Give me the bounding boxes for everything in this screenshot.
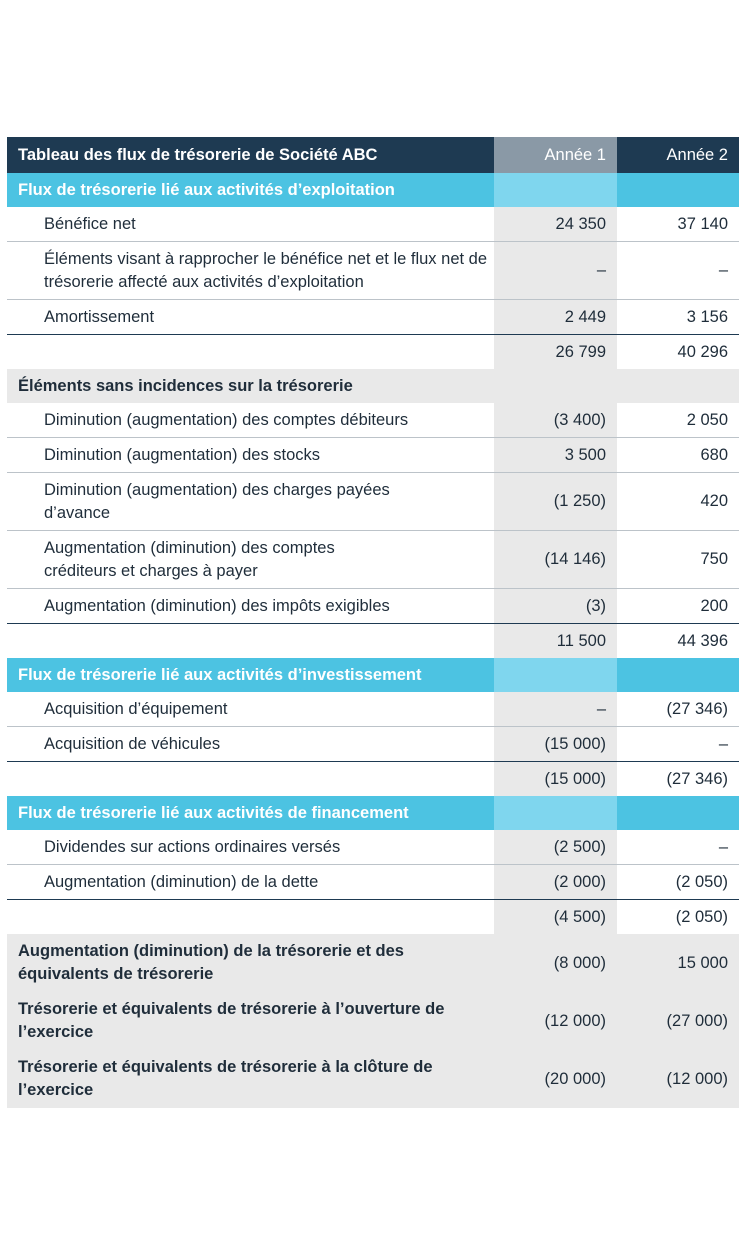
table-row xyxy=(7,438,739,473)
row-label: Diminution (augmentation) des comptes débiteurs xyxy=(7,403,494,438)
row-value-year2: 3 156 xyxy=(617,300,739,335)
row-label: Dividendes sur actions ordinaires versés xyxy=(7,830,494,865)
row-label: Acquisition d’équipement xyxy=(7,692,494,727)
row-value-year2: 2 050 xyxy=(617,403,739,438)
table-row xyxy=(7,589,739,624)
row-label: Trésorerie et équivalents de trésorerie à l’ouverture de l’exercice xyxy=(7,992,494,1050)
section-title: Flux de trésorerie lié aux activités d’investissement xyxy=(7,658,494,692)
row-label: Augmentation (diminution) des impôts exigibles xyxy=(7,589,494,624)
row-value-year1: (8 000) xyxy=(494,934,617,992)
row-value-year2: – xyxy=(617,242,739,300)
subtotal-year1: (15 000) xyxy=(494,762,617,797)
section-header-financement xyxy=(7,796,739,830)
row-value-year1: (12 000) xyxy=(494,992,617,1050)
year1-header: Année 1 xyxy=(494,137,617,173)
section-title: Flux de trésorerie lié aux activités de financement xyxy=(7,796,494,830)
row-label: Augmentation (diminution) de la trésorerie et des équivalents de trésorerie xyxy=(7,934,494,992)
subtotal-year1: 26 799 xyxy=(494,335,617,370)
subtotal-year1: 11 500 xyxy=(494,624,617,659)
row-value-year1: (3) xyxy=(494,589,617,624)
subtotal-row xyxy=(7,335,739,370)
table-row xyxy=(7,865,739,900)
summary-row-closing xyxy=(7,1050,739,1108)
row-value-year2: (27 346) xyxy=(617,692,739,727)
table-row xyxy=(7,242,739,300)
table-row xyxy=(7,300,739,335)
row-value-year1: (2 000) xyxy=(494,865,617,900)
row-value-year2: 15 000 xyxy=(617,934,739,992)
row-label: Acquisition de véhicules xyxy=(7,727,494,762)
section-header-investissement xyxy=(7,658,739,692)
row-value-year1: 2 449 xyxy=(494,300,617,335)
table-title: Tableau des flux de trésorerie de Société ABC xyxy=(7,137,494,173)
summary-row-net-change xyxy=(7,934,739,992)
table-row xyxy=(7,830,739,865)
row-value-year2: (2 050) xyxy=(617,865,739,900)
cash-flow-table xyxy=(7,137,739,1108)
subtotal-year2: (27 346) xyxy=(617,762,739,797)
row-value-year1: (1 250) xyxy=(494,473,617,531)
subtotal-row xyxy=(7,624,739,659)
subtotal-year2: 40 296 xyxy=(617,335,739,370)
subtotal-year2: (2 050) xyxy=(617,900,739,935)
row-value-year1: (20 000) xyxy=(494,1050,617,1108)
row-label: Augmentation (diminution) des comptes créditeurs et charges à payer xyxy=(7,531,494,589)
year2-header: Année 2 xyxy=(617,137,739,173)
section-title: Flux de trésorerie lié aux activités d’exploitation xyxy=(7,173,494,207)
table-row xyxy=(7,207,739,242)
row-value-year2: 200 xyxy=(617,589,739,624)
row-value-year2: (27 000) xyxy=(617,992,739,1050)
row-value-year1: (2 500) xyxy=(494,830,617,865)
row-value-year1: (3 400) xyxy=(494,403,617,438)
row-value-year1: 24 350 xyxy=(494,207,617,242)
table-row xyxy=(7,473,739,531)
row-value-year1: – xyxy=(494,692,617,727)
row-label: Amortissement xyxy=(7,300,494,335)
row-label: Éléments visant à rapprocher le bénéfice net et le flux net de trésorerie affecté aux activités d’exploitation xyxy=(7,242,494,300)
row-value-year1: 3 500 xyxy=(494,438,617,473)
row-label: Diminution (augmentation) des charges payées d’avance xyxy=(7,473,494,531)
row-value-year2: – xyxy=(617,727,739,762)
section-header-non-cash xyxy=(7,369,739,403)
table-row xyxy=(7,531,739,589)
subtotal-year1: (4 500) xyxy=(494,900,617,935)
row-label: Augmentation (diminution) de la dette xyxy=(7,865,494,900)
row-label: Trésorerie et équivalents de trésorerie à la clôture de l’exercice xyxy=(7,1050,494,1108)
row-label: Diminution (augmentation) des stocks xyxy=(7,438,494,473)
row-label: Bénéfice net xyxy=(7,207,494,242)
section-header-exploitation xyxy=(7,173,739,207)
table-header xyxy=(7,137,739,173)
row-value-year2: 37 140 xyxy=(617,207,739,242)
table-row xyxy=(7,403,739,438)
row-value-year1: (14 146) xyxy=(494,531,617,589)
section-title: Éléments sans incidences sur la trésorerie xyxy=(7,369,494,403)
summary-row-opening xyxy=(7,992,739,1050)
row-value-year2: 420 xyxy=(617,473,739,531)
row-value-year2: 750 xyxy=(617,531,739,589)
row-value-year2: 680 xyxy=(617,438,739,473)
table-row xyxy=(7,727,739,762)
row-value-year2: (12 000) xyxy=(617,1050,739,1108)
row-value-year1: – xyxy=(494,242,617,300)
table-row xyxy=(7,692,739,727)
row-value-year1: (15 000) xyxy=(494,727,617,762)
row-value-year2: – xyxy=(617,830,739,865)
subtotal-row xyxy=(7,900,739,935)
subtotal-row xyxy=(7,762,739,797)
subtotal-year2: 44 396 xyxy=(617,624,739,659)
